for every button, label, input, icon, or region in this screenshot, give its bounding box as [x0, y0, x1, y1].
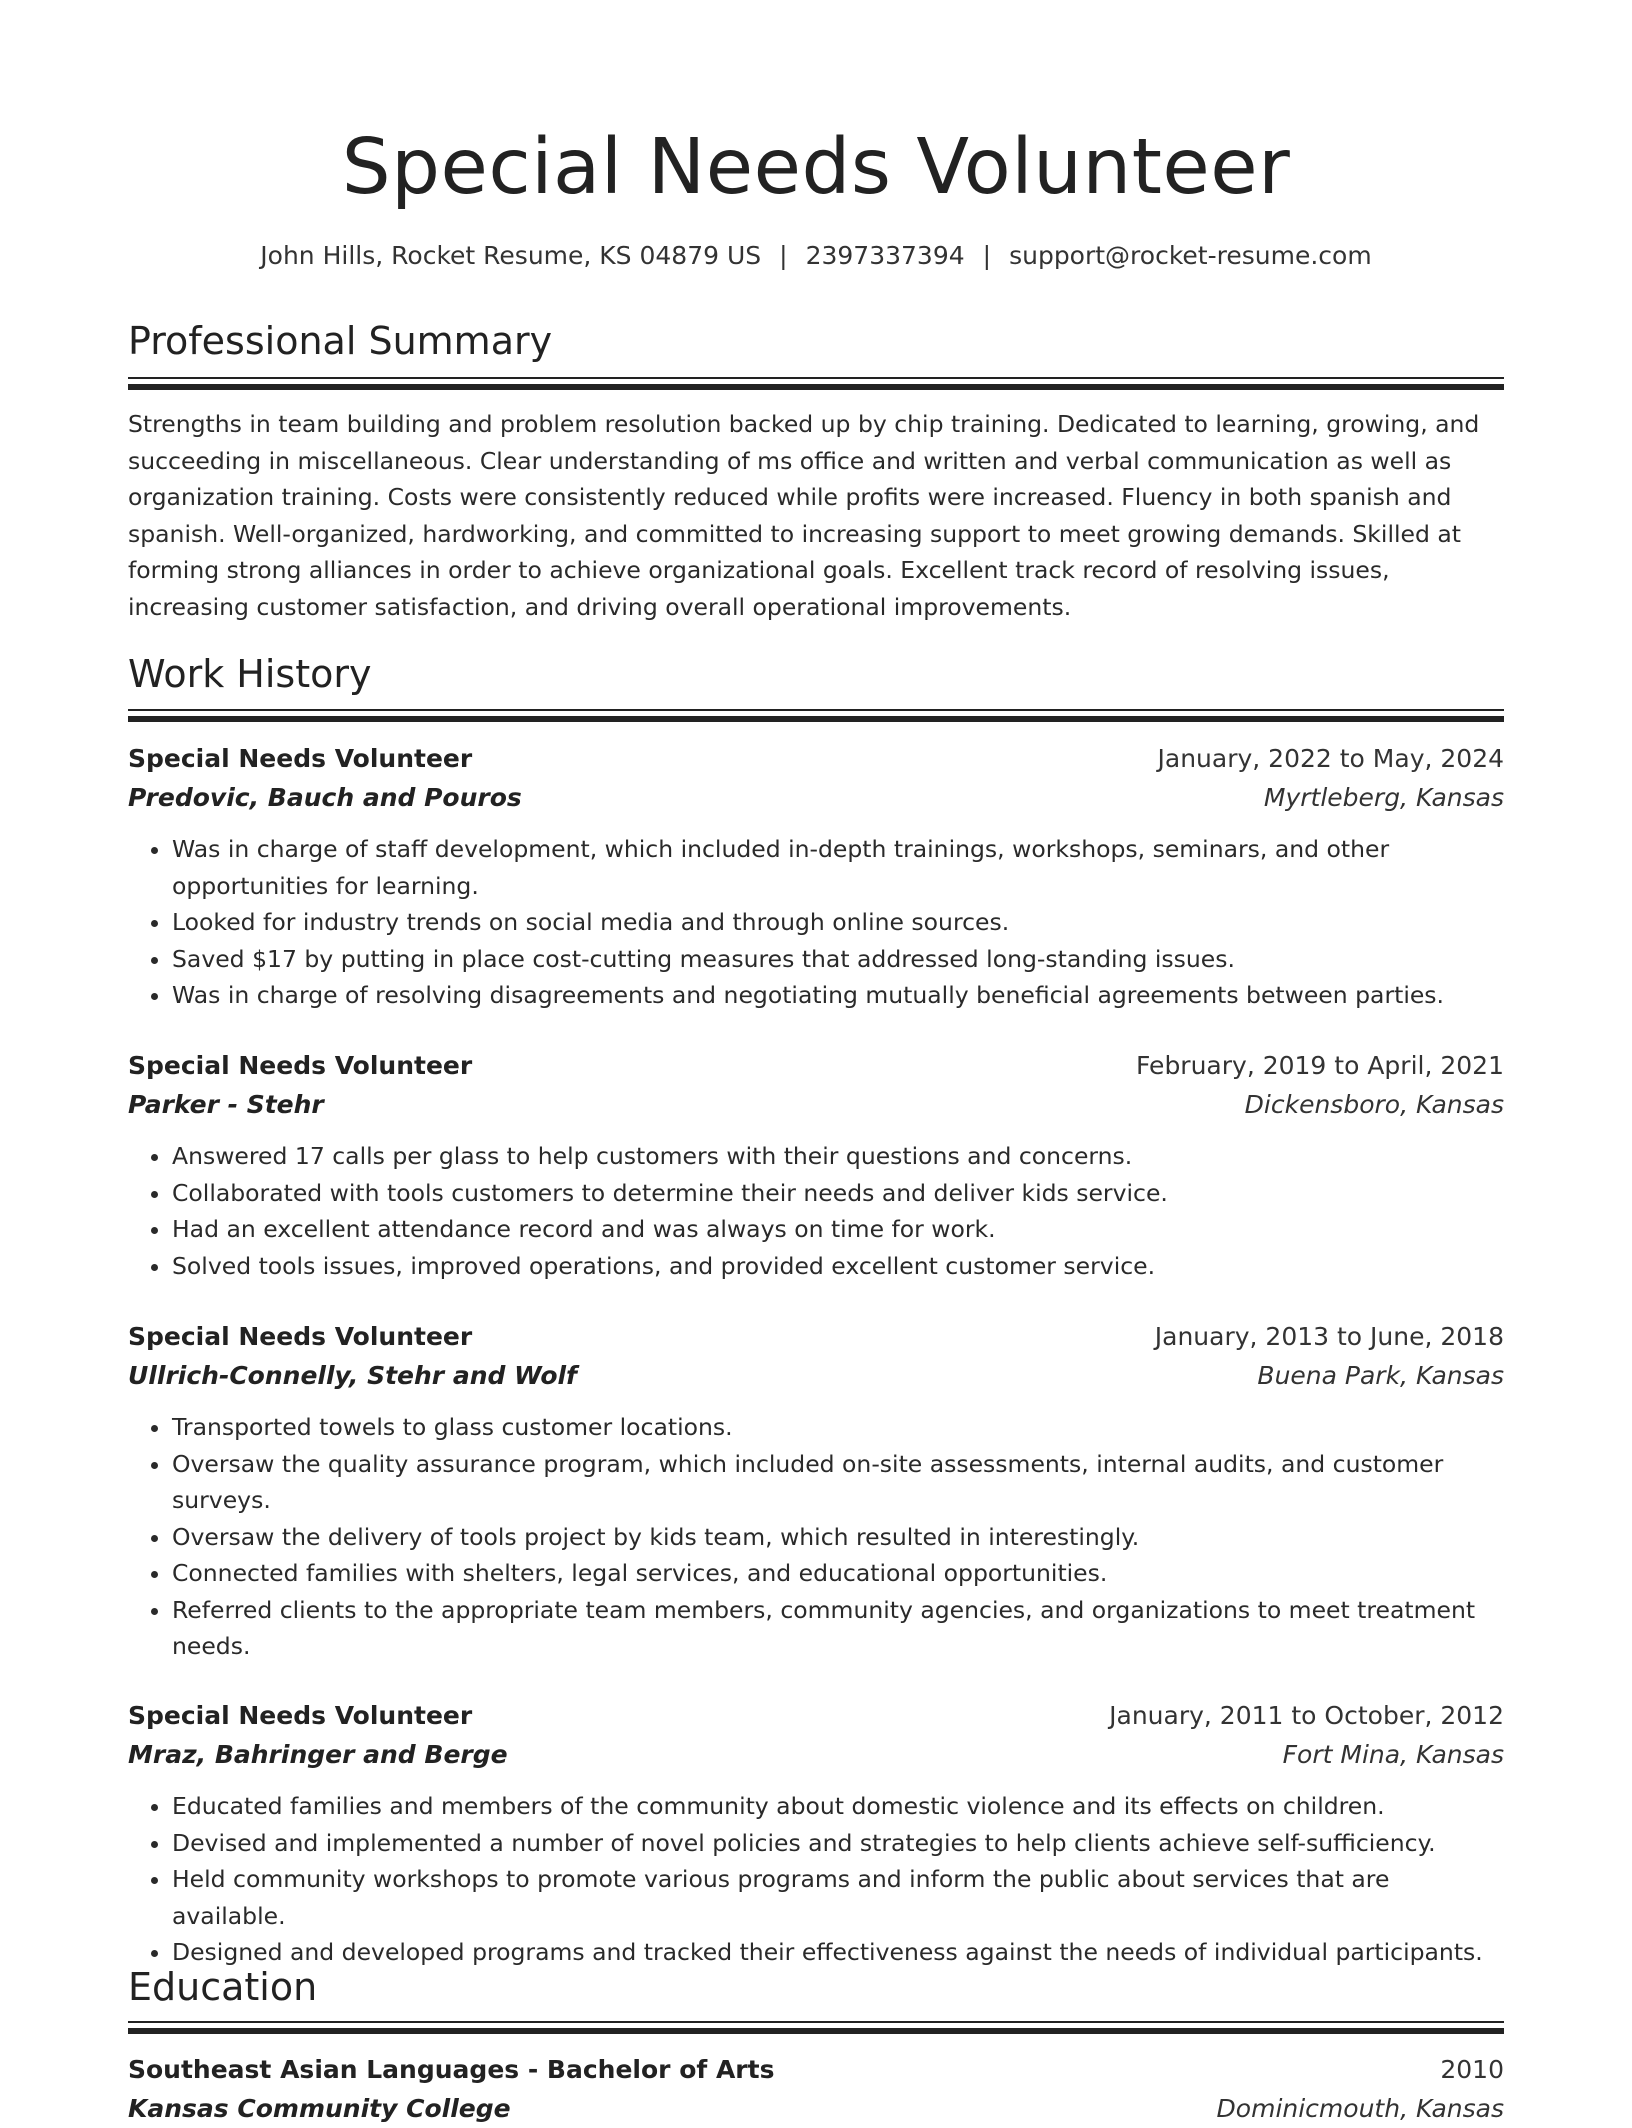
job-dates: January, 2013 to June, 2018: [1154, 1322, 1504, 1351]
section-divider: [128, 2021, 1504, 2035]
contact-address: John Hills, Rocket Resume, KS 04879 US: [260, 241, 762, 270]
contact-line: [128, 238, 1504, 274]
summary-text: Strengths in team building and problem resolution backed up by chip training. Dedicated to learning, growing, and succeeding in miscellaneous. Clear understanding of ms office and written and verbal communication as well as organization training. Costs were consistently reduced while profits were increased. Fluency in both spanish and spanish. Well-organized, hardworking, and committed to increasing support to meet growing demands. Skilled at forming strong alliances in order to achieve organizational goals. Excellent track record of resolving issues, increasing customer satisfaction, and driving overall operational improvements.: [128, 410, 1480, 621]
job-bullet: • Answered 17 calls per glass to help customers with their questions and concerns.: [172, 1138, 1504, 1175]
section-title-work-history: Work History: [128, 652, 372, 696]
job-bullet: • Saved $17 by putting in place cost-cutting measures that addressed long-standing issues.: [172, 941, 1504, 978]
job-bullet: • Looked for industry trends on social media and through online sources.: [172, 904, 1504, 941]
job-title: Special Needs Volunteer: [128, 1701, 473, 1730]
job-location: Myrtleberg, Kansas: [1263, 783, 1504, 812]
job-location: Buena Park, Kansas: [1257, 1361, 1504, 1390]
job-bullet: • Was in charge of resolving disagreements and negotiating mutually beneficial agreements between parties.: [172, 977, 1504, 1014]
job-header: [128, 1317, 1504, 1356]
job-bullets: [128, 1138, 1504, 1284]
job-bullet: • Collaborated with tools customers to determine their needs and deliver kids service.: [172, 1175, 1504, 1212]
job-location: Dickensboro, Kansas: [1244, 1090, 1504, 1119]
education-school: Kansas Community College: [128, 2094, 511, 2123]
job-bullet: • Solved tools issues, improved operations, and provided excellent customer service.: [172, 1248, 1504, 1285]
job-company: Parker - Stehr: [128, 1090, 324, 1119]
job-bullets: [128, 1409, 1504, 1665]
job-title: Special Needs Volunteer: [128, 1322, 473, 1351]
job-bullet: • Oversaw the delivery of tools project by kids team, which resulted in interestingly.: [172, 1519, 1504, 1556]
contact-phone: 2397337394: [805, 241, 965, 270]
job-dates: February, 2019 to April, 2021: [1136, 1051, 1504, 1080]
job-subheader: [128, 1085, 1504, 1124]
job-entry: [128, 1046, 1504, 1284]
job-subheader: [128, 1356, 1504, 1395]
job-bullets: [128, 1788, 1504, 1971]
job-bullet: • Educated families and members of the community about domestic violence and its effects on children.: [172, 1788, 1504, 1825]
job-header: [128, 739, 1504, 778]
job-company: Mraz, Bahringer and Berge: [128, 1740, 508, 1769]
job-bullet: • Connected families with shelters, legal services, and educational opportunities.: [172, 1555, 1504, 1592]
job-subheader: [128, 1735, 1504, 1774]
education-year: 2010: [1440, 2055, 1504, 2084]
job-dates: January, 2011 to October, 2012: [1109, 1701, 1504, 1730]
job-bullet: • Transported towels to glass customer locations.: [172, 1409, 1504, 1446]
job-title: Special Needs Volunteer: [128, 744, 473, 773]
job-location: Fort Mina, Kansas: [1282, 1740, 1504, 1769]
contact-separator: |: [779, 241, 788, 270]
job-entry: [128, 1696, 1504, 1971]
job-bullet: • Designed and developed programs and tracked their effectiveness against the needs of individual participants.: [172, 1934, 1504, 1971]
job-bullet: • Referred clients to the appropriate team members, community agencies, and organizations to meet treatment needs.: [172, 1592, 1504, 1665]
candidate-name: Special Needs Volunteer: [341, 123, 1291, 212]
education-entry: [128, 2050, 1504, 2128]
job-header: [128, 1046, 1504, 1085]
job-bullet: • Oversaw the quality assurance program, which included on-site assessments, internal audits, and customer surveys.: [172, 1446, 1504, 1519]
education-subheader: [128, 2089, 1504, 2128]
job-bullet: • Held community workshops to promote various programs and inform the public about services that are available.: [172, 1861, 1504, 1934]
job-bullets: [128, 831, 1504, 1014]
job-company: Ullrich-Connelly, Stehr and Wolf: [128, 1361, 577, 1390]
job-entry: [128, 1317, 1504, 1665]
job-subheader: [128, 778, 1504, 817]
section-divider: [128, 709, 1504, 723]
section-divider: [128, 377, 1504, 391]
section-title-education: Education: [128, 1965, 318, 2009]
education-degree: Southeast Asian Languages - Bachelor of Arts: [128, 2055, 775, 2084]
job-entry: [128, 739, 1504, 1014]
job-dates: January, 2022 to May, 2024: [1157, 744, 1504, 773]
job-title: Special Needs Volunteer: [128, 1051, 473, 1080]
job-bullet: • Devised and implemented a number of novel policies and strategies to help clients achieve self-sufficiency.: [172, 1825, 1504, 1862]
education-location: Dominicmouth, Kansas: [1216, 2094, 1504, 2123]
contact-email: support@rocket-resume.com: [1009, 241, 1372, 270]
section-title-summary: Professional Summary: [128, 319, 553, 363]
education-header: [128, 2050, 1504, 2089]
job-bullet: • Had an excellent attendance record and was always on time for work.: [172, 1211, 1504, 1248]
job-header: [128, 1696, 1504, 1735]
job-bullet: • Was in charge of staff development, which included in-depth trainings, workshops, seminars, and other opportunities for learning.: [172, 831, 1504, 904]
job-company: Predovic, Bauch and Pouros: [128, 783, 522, 812]
contact-separator: |: [982, 241, 992, 270]
